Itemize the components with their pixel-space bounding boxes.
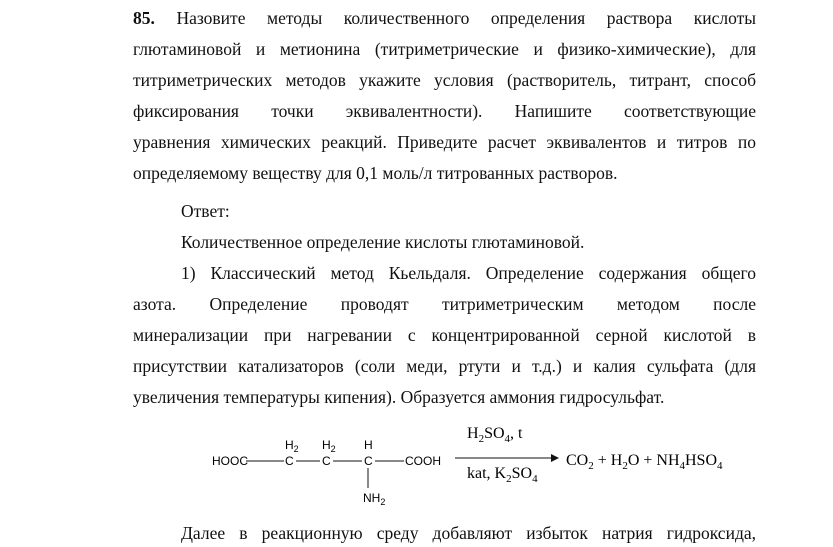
problem-line-2: глютаминовой и метионина (титриметрические и физико-химические), для	[133, 39, 756, 59]
carbon-1: C	[285, 454, 294, 468]
answer-label: Ответ:	[181, 201, 230, 221]
cooh-group: COOH	[405, 454, 441, 468]
reaction-conditions-below: kat, $K_2SO_4$	[467, 465, 538, 485]
answer-next-line: Далее в реакционную среду добавляют избыток натрия гидроксида,	[181, 523, 756, 543]
h-label: H	[364, 438, 373, 452]
problem-line-1: Назовите методы количественного определения раствора кислоты	[176, 8, 757, 28]
answer-subtitle: Количественное определение кислоты глютаминовой.	[181, 232, 585, 252]
problem-number: 85.	[133, 8, 155, 28]
problem-line-6: определяемому веществу для 0,1 моль/л титрованных растворов.	[133, 163, 618, 183]
problem-line-3: титриметрических методов укажите условия (растворитель, титрант, способ	[133, 70, 756, 90]
h2-label-1: $H_2$	[285, 438, 299, 454]
problem-line-4: фиксирования точки эквивалентности). Напишите соответствующие	[133, 101, 756, 121]
h2-label-2: $H_2$	[322, 438, 336, 454]
carbon-2: C	[322, 454, 331, 468]
answer-paragraph-line-4: присутствии катализаторов (соли меди, ртути и т.д.) и калия сульфата (для	[133, 356, 756, 376]
hooc-group: HOOC	[212, 454, 248, 468]
answer-paragraph-line-3: минерализации при нагревании с концентрированной серной кислотой в	[133, 325, 756, 345]
reaction-products: $CO_2 + H_2O + NH_4HSO_4$	[566, 452, 723, 472]
nh2-group: $NH_2$	[363, 491, 386, 507]
reaction-conditions-above: $H_2SO_4$, t	[467, 425, 523, 445]
answer-paragraph-line-1: 1) Классический метод Кьельдаля. Определение содержания общего	[181, 263, 756, 283]
carbon-3: C	[364, 454, 373, 468]
answer-paragraph-line-2: азота. Определение проводят титриметрическим методом после	[133, 294, 756, 314]
problem-line-5: уравнения химических реакций. Приведите расчет эквивалентов и титров по	[133, 132, 756, 152]
answer-paragraph-line-5: увеличения температуры кипения). Образуется аммония гидросульфат.	[133, 387, 665, 407]
